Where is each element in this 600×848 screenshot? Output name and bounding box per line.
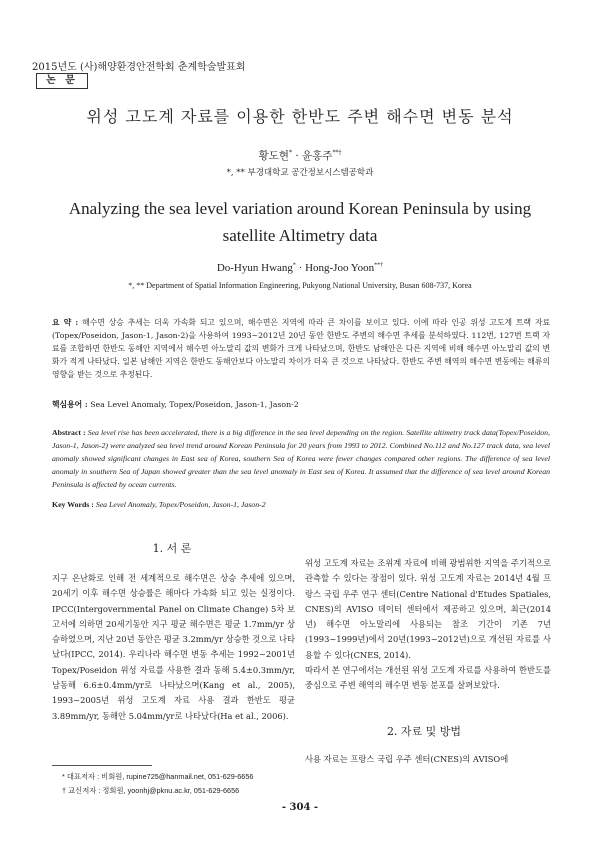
korean-authors — [0, 148, 600, 163]
author-1-en-mark: * — [292, 262, 296, 269]
footnote-corresponding — [62, 772, 253, 782]
korean-abstract — [52, 316, 550, 381]
korean-title: 위성 고도계 자료를 이용한 한반도 주변 해수면 변동 분석 — [86, 107, 514, 126]
english-abstract-text: Sea level rise has been accelerated, there is a big difference in the sea level depending on the region. Satellite altimetry track data(Topex/Poseidon, Jason-1, Jason-2) were analyzed sea level trend around Korean Peninsula for 20 years from 1993 to 2012. Combined No.112 and No.127 track data, sea level anomaly showed significant changes in East sea of Korea, southern Sea of Korea were fewer changes compared other regions. The difference of sea level anomaly in southern Sea of Japan showed greater than the sea level anomaly in East sea of Korea. It assumed that the difference of sea level around Korean Peninsula is affected by ocean currents. — [52, 428, 550, 489]
page-number: - 304 - — [281, 802, 319, 813]
footnote-author — [62, 786, 239, 796]
english-abstract — [52, 426, 550, 491]
author-1-mark: * — [288, 149, 292, 157]
section-1-body-right — [305, 556, 551, 694]
english-keywords-label: Key Words : — [52, 500, 94, 509]
english-affiliation: *, ** Department of Spatial Information Engineering, Pukyong National University, Busan 608-737, Korea — [128, 281, 472, 290]
korean-keywords-label: 핵심용어 : — [52, 400, 88, 409]
korean-keywords-text: Sea Level Anomaly, Topex/Poseidon, Jason-1, Jason-2 — [90, 400, 299, 409]
author-2-en-mark: **† — [374, 262, 384, 269]
footnote-2-text: 교신저자 : 정회원, yoonhj@pknu.ac.kr, 051-629-6656 — [68, 786, 240, 795]
footnote-1-text: 대표저자 : 비회원, rupine725@hanmail.net, 051-629-6656 — [66, 772, 254, 781]
paper-type-tag: 논 문 — [36, 73, 88, 89]
korean-affiliation: *, ** 부경대학교 공간정보시스템공학과 — [226, 168, 374, 178]
english-title: Analyzing the sea level variation around Korean Peninsula by using satellite Altimetry data — [68, 199, 532, 245]
korean-keywords — [52, 398, 550, 411]
author-2-en: Hong-Joo Yoon — [305, 262, 375, 274]
english-keywords-text: Sea Level Anomaly, Topex/Poseidon, Jason-1, Jason-2 — [95, 500, 266, 509]
korean-abstract-label: 요 약 : — [52, 318, 79, 327]
author-1-en: Do-Hyun Hwang — [216, 262, 293, 274]
author-separator: · — [291, 150, 302, 162]
author-1: 황도현 — [258, 150, 289, 162]
conference-header: 2015년도 (사)해양환경안전학회 춘계학술발표회 — [32, 62, 246, 73]
author-2-mark: **† — [332, 149, 342, 157]
footnote-1-mark: * — [62, 772, 65, 781]
section-1-body: 지구 온난화로 인해 전 세계적으로 해수면은 상승 추세에 있으며, 20세기 이후 해수면 상승률은 해마다 가속화 되고 있는 실정이다. IPCC(Intergovernmental Panel on Climate Change) 5차 보고서에 의하면 20세기동안 지구 평균 해수면은 평균 1.7mm/yr 상승하였으며, 지난 20년 동안은 평균 3.2mm/yr 상승한 것으로 나타났다(IPCC, 2014). 우리나라 해수면 변동 추세는 1992~2001년 Topex/Poseidon 위성 자료를 사용한 결과 동해 5.4±0.3mm/yr, 남동해 6.6±0.4mm/yr로 나타났으며(Kang et al., 2005), 1993~2005년 위성 고도계 자료 사용 결과 한반도 평균 3.89mm/yr, 동해안 5.04mm/yr로 나타났다(Ha et al., 2006). — [52, 573, 295, 721]
section-2-body: 사용 자료는 프랑스 국립 우주 센터(CNES)의 AVISO에 — [305, 754, 509, 764]
author-separator-en: · — [295, 262, 306, 274]
author-2: 윤홍주 — [302, 150, 333, 162]
english-keywords — [52, 498, 550, 511]
section-1-heading: 1. 서 론 — [152, 542, 192, 555]
english-abstract-label: Abstract : — [52, 428, 86, 437]
section-2-heading: 2. 자료 및 방법 — [386, 725, 462, 738]
section-1-paragraph-3: 따라서 본 연구에서는 개선된 위성 고도계 자료를 사용하여 한반도를 중심으로 주변 해역의 해수면 변동 분포를 살펴보았다. — [305, 665, 551, 691]
section-1-paragraph-2: 위성 고도계 자료는 조위계 자료에 비해 광범위한 지역을 주기적으로 관측할 수 있다는 장점이 있다. 위성 고도계 자료는 2014년 4월 프랑스 국립 우주 연구 센터(Centre National d'Etudes Spatiales, CNES)의 AVISO 데이터 센터에서 제공하고 있으며, 최근(2014년) 해수면 아노말리에 사용되는 참조 기간이 기존 7년(1993~1999년)에서 20년(1993~2012년)으로 개선된 자료를 사용할 수 있다(CNES, 2014). — [305, 558, 551, 660]
english-authors — [0, 262, 600, 274]
korean-abstract-text: 해수면 상승 추세는 더욱 가속화 되고 있으며, 해수면은 지역에 따라 큰 차이를 보이고 있다. 이에 따라 인공 위성 고도계 트랙 자료(Topex/Poseidon, Jason-1, Jason-2)을 사용하여 1993~2012년 20년 동안 한반도 주변의 해수면 추세를 분석하였다. 112번, 127번 트랙 자료를 조합하면 한반도 동해안 지역에서 해수면 아노말리 값의 변화가 크게 나타났으며, 한반도 남해안은 다른 지역에 비해 해수면 아노말리 값의 변화가 적게 나타났다. 일본 남해안 지역은 한반도 동해안보다 아노말리 차이가 더욱 큰 것으로 나타났다. 한반도 주변 해역의 해수면 변동에는 해류의 영향을 받는 것으로 추정된다. — [52, 318, 551, 379]
footnote-2-mark: † — [62, 786, 67, 795]
footnote-divider — [52, 765, 152, 766]
